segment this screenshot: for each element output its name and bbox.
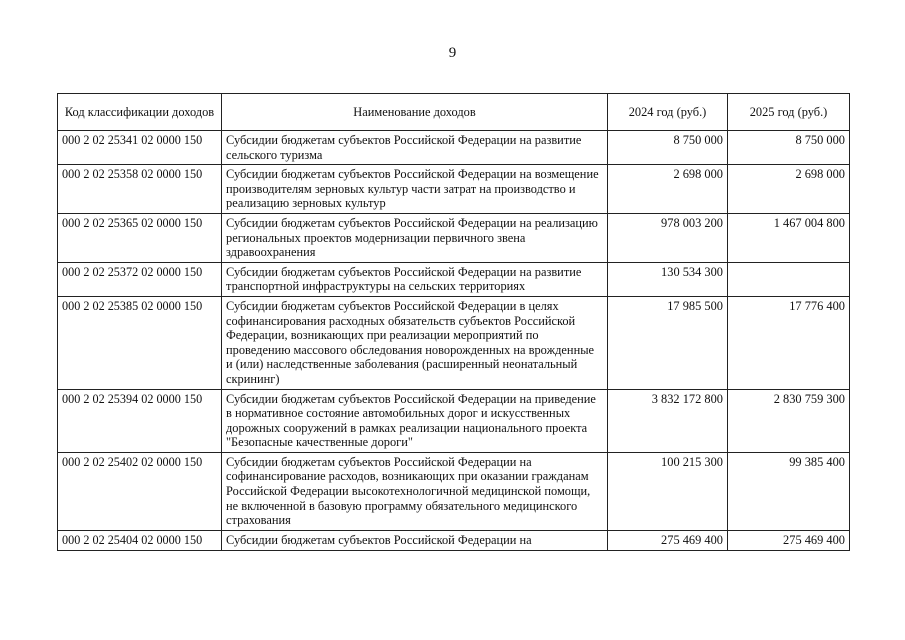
table-row xyxy=(58,296,850,389)
row-name: Субсидии бюджетам субъектов Российской Федерации на развитие сельского туризма xyxy=(222,131,608,165)
row-amount-2025 xyxy=(728,262,850,296)
row-name: Субсидии бюджетам субъектов Российской Федерации на развитие транспортной инфраструктуры на сельских территориях xyxy=(222,262,608,296)
table-header-row xyxy=(58,94,850,131)
header-year-2024: 2024 год (руб.) xyxy=(608,94,728,131)
row-amount-2025: 2 830 759 300 xyxy=(728,389,850,452)
header-name: Наименование доходов xyxy=(222,94,608,131)
row-amount-2024: 3 832 172 800 xyxy=(608,389,728,452)
header-code: Код классификации доходов xyxy=(58,94,222,131)
row-code: 000 2 02 25341 02 0000 150 xyxy=(58,131,222,165)
row-amount-2024: 130 534 300 xyxy=(608,262,728,296)
page-number: 9 xyxy=(448,45,457,61)
row-amount-2024: 2 698 000 xyxy=(608,165,728,214)
revenue-table xyxy=(57,93,850,551)
row-amount-2025: 1 467 004 800 xyxy=(728,213,850,262)
table-row xyxy=(58,530,850,550)
row-amount-2024: 275 469 400 xyxy=(608,530,728,550)
row-amount-2025: 8 750 000 xyxy=(728,131,850,165)
table-row xyxy=(58,262,850,296)
row-code: 000 2 02 25385 02 0000 150 xyxy=(58,296,222,389)
row-code: 000 2 02 25394 02 0000 150 xyxy=(58,389,222,452)
row-name: Субсидии бюджетам субъектов Российской Федерации на реализацию региональных проектов модернизации первичного звена здравоохранения xyxy=(222,213,608,262)
row-amount-2024: 100 215 300 xyxy=(608,452,728,530)
row-name: Субсидии бюджетам субъектов Российской Федерации на возмещение производителям зерновых культур части затрат на производство и реализацию зерновых культур xyxy=(222,165,608,214)
header-year-2025: 2025 год (руб.) xyxy=(728,94,850,131)
table-row xyxy=(58,452,850,530)
row-code: 000 2 02 25402 02 0000 150 xyxy=(58,452,222,530)
row-name: Субсидии бюджетам субъектов Российской Федерации в целях софинансирования расходных обязательств субъектов Российской Федерации, возникающих при реализации мероприятий по проведению массового обследования новорожденных на врожденные и (или) наследственные заболевания (расширенный неонатальный скрининг) xyxy=(222,296,608,389)
table-row xyxy=(58,131,850,165)
row-amount-2025: 2 698 000 xyxy=(728,165,850,214)
row-name: Субсидии бюджетам субъектов Российской Федерации на xyxy=(222,530,608,550)
row-name: Субсидии бюджетам субъектов Российской Федерации на софинансирование расходов, возникающих при оказании гражданам Российской Федерации высокотехнологичной медицинской помощи, не включенной в базовую программу обязательного медицинского страхования xyxy=(222,452,608,530)
table-row xyxy=(58,389,850,452)
row-name: Субсидии бюджетам субъектов Российской Федерации на приведение в нормативное состояние автомобильных дорог и искусственных дорожных сооружений в рамках реализации национального проекта "Безопасные качественные дороги" xyxy=(222,389,608,452)
row-code: 000 2 02 25358 02 0000 150 xyxy=(58,165,222,214)
row-amount-2025: 17 776 400 xyxy=(728,296,850,389)
table-row xyxy=(58,165,850,214)
row-code: 000 2 02 25372 02 0000 150 xyxy=(58,262,222,296)
row-code: 000 2 02 25404 02 0000 150 xyxy=(58,530,222,550)
row-amount-2025: 99 385 400 xyxy=(728,452,850,530)
row-code: 000 2 02 25365 02 0000 150 xyxy=(58,213,222,262)
row-amount-2024: 978 003 200 xyxy=(608,213,728,262)
row-amount-2024: 8 750 000 xyxy=(608,131,728,165)
table-row xyxy=(58,213,850,262)
row-amount-2025: 275 469 400 xyxy=(728,530,850,550)
row-amount-2024: 17 985 500 xyxy=(608,296,728,389)
